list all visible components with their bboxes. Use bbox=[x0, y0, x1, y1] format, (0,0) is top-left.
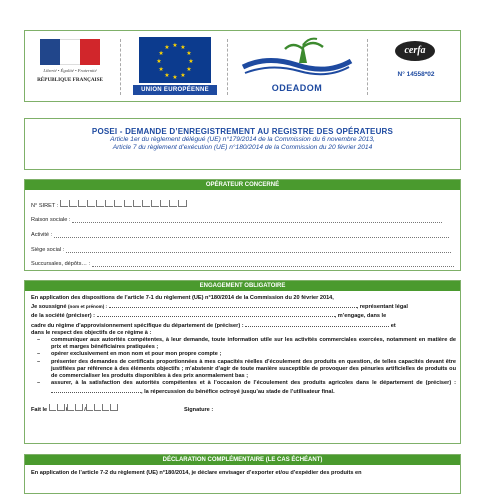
soussigne-label: Je soussigné bbox=[31, 304, 67, 311]
section-heading-operateur: OPÉRATEUR CONCERNÉ bbox=[25, 180, 460, 190]
title-box bbox=[24, 118, 461, 170]
representant-label: , représentant légal bbox=[356, 304, 408, 311]
cerfa-badge: cerfa bbox=[395, 41, 435, 61]
fait-le-label: Fait le bbox=[31, 406, 48, 413]
odeadom-name: ODEADOM bbox=[271, 83, 323, 93]
siege-social-row bbox=[31, 247, 451, 253]
svg-text:★: ★ bbox=[172, 74, 178, 81]
siege-social-label: Siège social : bbox=[31, 247, 65, 253]
cerfa-logo bbox=[377, 37, 455, 95]
declaration-text: En application de l’article 7-2 du règlement (UE) n°180/2014, je déclare envisager d’exporter et/ou d’expédier des produits en bbox=[31, 470, 362, 476]
eu-flag-icon bbox=[139, 37, 211, 83]
succursales-label: Succursales, dépôts… : bbox=[31, 261, 91, 267]
svg-text:★: ★ bbox=[158, 50, 164, 57]
siret-input[interactable] bbox=[60, 200, 189, 209]
engagement-intro: En application des dispositions de l’article 7-1 du règlement (UE) n°180/2014 de la Commission du 20 février 2014, bbox=[31, 295, 334, 301]
svg-text:★: ★ bbox=[186, 66, 192, 73]
respect-label: dans le respect des objectifs de ce régime à : bbox=[31, 329, 152, 336]
eu-logo bbox=[133, 37, 217, 95]
header-logos bbox=[24, 30, 461, 102]
succursales-row bbox=[31, 261, 454, 267]
svg-text:★: ★ bbox=[172, 42, 178, 49]
et-label: et bbox=[390, 322, 396, 329]
departement-ecoulement-input[interactable] bbox=[51, 387, 141, 393]
engagement-item-last: – assurer, à la satisfaction des autorités compétentes et à l’occasion de l’écoulement des produits agricoles dans le département de (préciser) : , la répercussion du bénéfice octroyé jusqu’au stade de l’utilisateur final. bbox=[31, 380, 456, 396]
french-flag-icon bbox=[40, 39, 100, 65]
eu-name: UNION EUROPÉENNE bbox=[133, 85, 217, 95]
societe-label: de la société (préciser) : bbox=[31, 313, 96, 320]
svg-text:★: ★ bbox=[158, 66, 164, 73]
svg-text:★: ★ bbox=[188, 58, 194, 65]
raison-sociale-row bbox=[31, 217, 442, 223]
section-declaration bbox=[24, 454, 461, 494]
engagement-body bbox=[31, 295, 456, 414]
raison-sociale-input[interactable] bbox=[72, 217, 442, 223]
svg-text:★: ★ bbox=[180, 44, 186, 52]
title-reference-2: Article 7 du règlement d’exécution (UE) n°180/2014 de la Commission du 20 février 2014 bbox=[112, 144, 373, 152]
siege-social-input[interactable] bbox=[66, 247, 451, 253]
republique-name: RÉPUBLIQUE FRANÇAISE bbox=[37, 77, 103, 83]
svg-text:★: ★ bbox=[164, 44, 170, 52]
activite-row bbox=[31, 232, 449, 238]
title-reference-1: Article 1er du règlement délégué (UE) n°179/2014 de la Commission du 6 novembre 2013, bbox=[110, 136, 375, 143]
activite-label: Activité : bbox=[31, 232, 53, 238]
nom-prenom-input[interactable] bbox=[109, 302, 357, 308]
signature-label: Signature : bbox=[183, 406, 214, 413]
societe-input[interactable] bbox=[97, 311, 335, 317]
republique-francaise-logo bbox=[35, 37, 105, 95]
engagement-item: – opérer exclusivement en mon nom et pour mon propre compte ; bbox=[31, 351, 456, 358]
departement-input[interactable] bbox=[245, 321, 389, 327]
svg-text:★: ★ bbox=[180, 71, 186, 79]
odeadom-logo bbox=[237, 37, 357, 95]
section-heading-engagement: ENGAGEMENT OBLIGATOIRE bbox=[25, 281, 460, 291]
date-input[interactable]: / / bbox=[49, 404, 119, 414]
siret-row bbox=[31, 200, 188, 209]
engagement-list bbox=[31, 337, 456, 397]
republique-motto: Liberté • Égalité • Fraternité bbox=[43, 68, 97, 73]
activite-input[interactable] bbox=[54, 232, 449, 238]
svg-text:★: ★ bbox=[186, 50, 192, 57]
section-heading-declaration: DÉCLARATION COMPLÉMENTAIRE (LE CAS ÉCHÉANT) bbox=[25, 455, 460, 465]
engagement-item: – présenter des demandes de certificats proportionnées à mes capacités réelles d’écoulement des produits en question, de telles capacités devant être justifiées par référence à des éléments objectifs ; m’abstenir d’agir de toute manière susceptible de provoquer des pénuries artificielles de produits ou de commercialiser les produits disponibles à des prix anormalement bas ; bbox=[31, 359, 456, 381]
cadre-label: cadre du régime d’approvisionnement spécifique du département de (préciser) : bbox=[31, 322, 244, 329]
nom-prenom-hint: (nom et prénom) : bbox=[68, 304, 108, 310]
raison-sociale-label: Raison sociale : bbox=[31, 217, 71, 223]
engage-label: , m’engage, dans le bbox=[334, 313, 387, 320]
svg-text:★: ★ bbox=[156, 58, 162, 65]
succursales-input[interactable] bbox=[92, 261, 454, 267]
cerfa-number: N° 14558*02 bbox=[397, 71, 435, 78]
section-engagement bbox=[24, 280, 461, 444]
page-title: POSEI - DEMANDE D’ENREGISTREMENT AU REGISTRE DES OPÉRATEURS bbox=[91, 127, 394, 136]
svg-text:★: ★ bbox=[164, 71, 170, 79]
siret-label: N° SIRET : bbox=[31, 203, 59, 209]
engagement-item: – communiquer aux autorités compétentes, à leur demande, toute information utile sur les activités commerciales exercées, notamment en matière de prix et marges bénéficiaires pratiquées ; bbox=[31, 337, 456, 351]
section-operateur bbox=[24, 179, 461, 271]
odeadom-emblem-icon bbox=[237, 37, 357, 81]
